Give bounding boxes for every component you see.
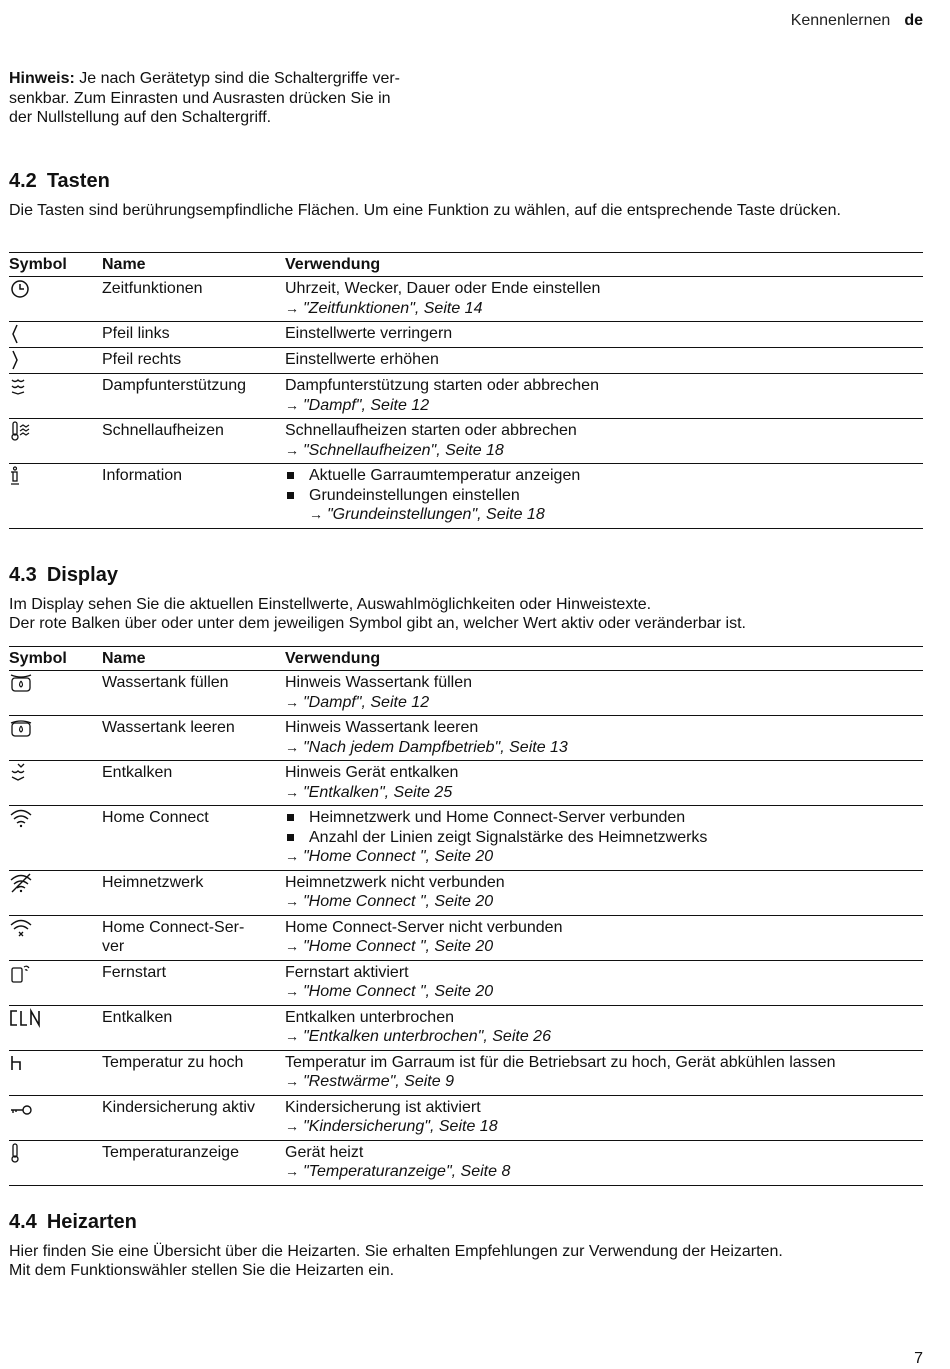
note-line-1: Je nach Gerätetyp sind die Schaltergriffe ver- (79, 70, 401, 87)
remote-start-icon (9, 963, 33, 983)
arrow-icon: → (285, 693, 299, 710)
reference-text[interactable]: "Home Connect ", Seite 20 (303, 848, 494, 865)
rapid-heat-icon (9, 421, 33, 441)
arrow-icon: → (285, 1163, 299, 1179)
name-cell: Heimnetzwerk (102, 870, 285, 915)
use-cell (285, 464, 923, 529)
use-text: Heimnetzwerk nicht verbunden (285, 873, 505, 891)
table-row (9, 761, 923, 806)
use-text: Uhrzeit, Wecker, Dauer oder Ende einstellen (285, 280, 601, 297)
symbol-cell (9, 277, 102, 322)
cross-reference[interactable] (285, 1117, 923, 1137)
symbol-cell (9, 1005, 102, 1050)
symbol-cell (9, 915, 102, 960)
arrow-icon: → (285, 299, 299, 316)
table-row (9, 374, 923, 419)
use-cell (285, 915, 923, 960)
cross-reference[interactable] (285, 937, 923, 957)
name-cell: Schnellaufheizen (102, 419, 285, 464)
table-row (9, 1095, 923, 1140)
use-cell (285, 1005, 923, 1050)
name-cell: Zeitfunktionen (102, 277, 285, 322)
cln-icon (9, 1008, 49, 1028)
table-header-row (9, 253, 923, 277)
cross-reference[interactable] (285, 892, 923, 912)
use-cell (285, 1140, 923, 1185)
running-header (791, 11, 923, 31)
section-4-3-intro-2: Der rote Balken über oder unter dem jeweiligen Symbol gibt an, welcher Wert aktiv oder veränderbar ist. (9, 615, 746, 632)
water-tank-fill-icon (9, 673, 33, 693)
reference-text[interactable]: "Home Connect ", Seite 20 (303, 938, 494, 955)
bullet-item: Grundeinstellungen einstellen (285, 486, 923, 506)
note-paragraph (9, 69, 449, 128)
arrow-icon: → (285, 441, 299, 458)
display-table (9, 646, 923, 1186)
reference-text[interactable]: "Kindersicherung", Seite 18 (303, 1118, 498, 1135)
arrow-icon: → (285, 938, 299, 954)
table-row (9, 348, 923, 374)
section-heading-4-3 (9, 563, 118, 587)
reference-text[interactable]: "Dampf", Seite 12 (303, 396, 430, 414)
use-cell (285, 1095, 923, 1140)
use-text: Kindersicherung ist aktiviert (285, 1098, 481, 1116)
section-4-4-intro-2: Mit dem Funktionswähler stellen Sie die Heizarten ein. (9, 1262, 395, 1279)
cross-reference[interactable] (285, 299, 923, 319)
use-cell (285, 806, 923, 871)
section-4-4-intro-1: Hier finden Sie eine Übersicht über die Heizarten. Sie erhalten Empfehlungen zur Verwendung der Heizarten. (9, 1243, 783, 1260)
section-number: 4.2 (9, 170, 37, 192)
col-header-symbol: Symbol (9, 647, 102, 671)
symbol-cell (9, 671, 102, 716)
table-row (9, 1005, 923, 1050)
section-title: Display (46, 564, 118, 586)
arrow-icon: → (285, 848, 299, 864)
use-text: Dampfunterstützung starten oder abbrechen (285, 377, 599, 394)
name-cell: Fernstart (102, 960, 285, 1005)
section-4-3-intro-1: Im Display sehen Sie die aktuellen Einstellwerte, Auswahlmöglichkeiten oder Hinweistexte. (9, 596, 652, 613)
use-text: Entkalken unterbrochen (285, 1008, 454, 1026)
use-cell (285, 1050, 923, 1095)
cross-reference[interactable] (285, 847, 923, 867)
reference-text[interactable]: "Grundeinstellungen", Seite 18 (327, 506, 545, 523)
section-heading-4-4 (9, 1210, 137, 1234)
descale-icon (9, 763, 33, 783)
use-text: Fernstart aktiviert (285, 963, 409, 981)
section-number: 4.4 (9, 1211, 37, 1233)
name-cell: Entkalken (102, 761, 285, 806)
reference-text[interactable]: "Home Connect ", Seite 20 (303, 893, 494, 910)
name-cell: Pfeil links (102, 322, 285, 348)
cross-reference[interactable] (285, 505, 923, 525)
use-cell (285, 761, 923, 806)
symbol-cell (9, 960, 102, 1005)
cross-reference[interactable] (285, 1162, 923, 1182)
symbol-cell (9, 870, 102, 915)
page-number: 7 (914, 1350, 923, 1367)
use-text: Hinweis Wassertank leeren (285, 719, 479, 736)
name-line-1: Home Connect-Ser- (102, 918, 245, 936)
section-number: 4.3 (9, 564, 37, 586)
reference-text[interactable]: "Restwärme", Seite 9 (303, 1073, 454, 1090)
use-text: Hinweis Gerät entkalken (285, 764, 459, 781)
arrow-icon: → (285, 396, 299, 413)
arrow-icon: → (309, 506, 323, 522)
table-row (9, 915, 923, 960)
table-row (9, 419, 923, 464)
reference-text[interactable]: "Entkalken unterbrochen", Seite 26 (303, 1028, 551, 1045)
table-row (9, 960, 923, 1005)
col-header-name: Name (102, 253, 285, 277)
symbol-cell (9, 806, 102, 871)
cross-reference[interactable] (285, 396, 923, 416)
name-cell: Dampfunterstützung (102, 374, 285, 419)
symbol-cell (9, 761, 102, 806)
table-row (9, 1140, 923, 1185)
cross-reference[interactable] (285, 1072, 923, 1092)
use-text: Gerät heizt (285, 1143, 364, 1161)
table-row (9, 716, 923, 761)
high-temp-icon (9, 1053, 33, 1073)
table-row (9, 464, 923, 529)
symbol-cell (9, 1140, 102, 1185)
section-title: Tasten (46, 170, 110, 192)
reference-text[interactable]: "Home Connect ", Seite 20 (303, 983, 494, 1000)
arrow-icon: → (285, 1073, 299, 1089)
use-cell (285, 870, 923, 915)
use-cell (285, 277, 923, 322)
name-line-2: ver (102, 938, 125, 955)
reference-text[interactable]: "Temperaturanzeige", Seite 8 (303, 1163, 511, 1180)
note-label: Hinweis: (9, 70, 75, 87)
cross-reference[interactable] (285, 738, 923, 758)
name-cell: Wassertank füllen (102, 671, 285, 716)
col-header-use: Verwendung (285, 253, 923, 277)
use-cell (285, 671, 923, 716)
name-cell: Temperatur zu hoch (102, 1050, 285, 1095)
arrow-icon: → (285, 983, 299, 999)
symbol-cell (9, 464, 102, 529)
arrow-icon: → (285, 738, 299, 755)
arrow-icon: → (285, 1118, 299, 1134)
table-row (9, 806, 923, 871)
water-tank-empty-icon (9, 718, 33, 738)
wifi-icon (9, 808, 33, 828)
bullet-item: Heimnetzwerk und Home Connect-Server verbunden (285, 808, 923, 828)
use-cell: Einstellwerte verringern (285, 322, 923, 348)
symbol-cell (9, 374, 102, 419)
col-header-symbol: Symbol (9, 253, 102, 277)
name-cell (102, 915, 285, 960)
wifi-off-icon (9, 873, 33, 893)
use-text: Temperatur im Garraum ist für die Betriebsart zu hoch, Gerät abkühlen lassen (285, 1053, 836, 1071)
name-cell: Temperaturanzeige (102, 1140, 285, 1185)
cross-reference[interactable] (285, 783, 923, 803)
clock-icon (9, 279, 33, 299)
name-cell: Pfeil rechts (102, 348, 285, 374)
arrow-icon: → (285, 783, 299, 800)
table-header-row (9, 647, 923, 671)
header-language-code: de (904, 12, 923, 29)
symbol-cell (9, 348, 102, 374)
name-cell: Entkalken (102, 1005, 285, 1050)
cross-reference[interactable] (285, 982, 923, 1002)
steam-icon (9, 376, 33, 396)
bullet-item: Aktuelle Garraumtemperatur anzeigen (285, 466, 923, 486)
table-row (9, 277, 923, 322)
symbol-cell (9, 716, 102, 761)
use-text: Hinweis Wassertank füllen (285, 674, 473, 691)
use-text: Home Connect-Server nicht verbunden (285, 918, 563, 936)
key-icon (9, 1098, 33, 1118)
reference-text[interactable]: "Nach jedem Dampfbetrieb", Seite 13 (303, 738, 568, 756)
section-4-2-intro: Die Tasten sind berührungsempfindliche Flächen. Um eine Funktion zu wählen, auf die entsprechende Taste drücken. (9, 202, 841, 219)
use-cell (285, 419, 923, 464)
name-cell: Wassertank leeren (102, 716, 285, 761)
reference-text[interactable]: "Schnellaufheizen", Seite 18 (303, 441, 504, 459)
use-cell: Einstellwerte erhöhen (285, 348, 923, 374)
arrow-icon: → (285, 893, 299, 909)
section-title: Heizarten (46, 1211, 137, 1233)
note-line-2: senkbar. Zum Einrasten und Ausrasten drücken Sie in (9, 89, 391, 107)
header-section-title: Kennenlernen (790, 12, 891, 29)
cross-reference[interactable] (285, 441, 923, 461)
symbol-cell (9, 1050, 102, 1095)
use-cell (285, 374, 923, 419)
buttons-table (9, 252, 923, 529)
name-cell: Home Connect (102, 806, 285, 871)
symbol-cell (9, 322, 102, 348)
info-icon (9, 466, 33, 486)
arrow-icon: → (285, 1028, 299, 1044)
symbol-cell (9, 419, 102, 464)
reference-text[interactable]: "Dampf", Seite 12 (303, 693, 430, 711)
name-cell: Information (102, 464, 285, 529)
col-header-use: Verwendung (285, 647, 923, 671)
symbol-cell (9, 1095, 102, 1140)
col-header-name: Name (102, 647, 285, 671)
name-cell: Kindersicherung aktiv (102, 1095, 285, 1140)
reference-text[interactable]: "Entkalken", Seite 25 (303, 783, 453, 801)
note-line-3: der Nullstellung auf den Schaltergriff. (9, 109, 272, 126)
use-cell (285, 960, 923, 1005)
arrow-left-icon (9, 324, 33, 344)
use-cell (285, 716, 923, 761)
table-row (9, 322, 923, 348)
cross-reference[interactable] (285, 1027, 923, 1047)
table-row (9, 870, 923, 915)
wifi-server-off-icon (9, 918, 33, 938)
cross-reference[interactable] (285, 693, 923, 713)
bullet-item: Anzahl der Linien zeigt Signalstärke des Heimnetzwerks (285, 828, 923, 848)
use-text: Schnellaufheizen starten oder abbrechen (285, 422, 577, 439)
arrow-right-icon (9, 350, 33, 370)
table-row (9, 1050, 923, 1095)
table-row (9, 671, 923, 716)
thermometer-icon (9, 1143, 33, 1163)
section-heading-4-2 (9, 169, 110, 193)
reference-text[interactable]: "Zeitfunktionen", Seite 14 (303, 299, 483, 317)
